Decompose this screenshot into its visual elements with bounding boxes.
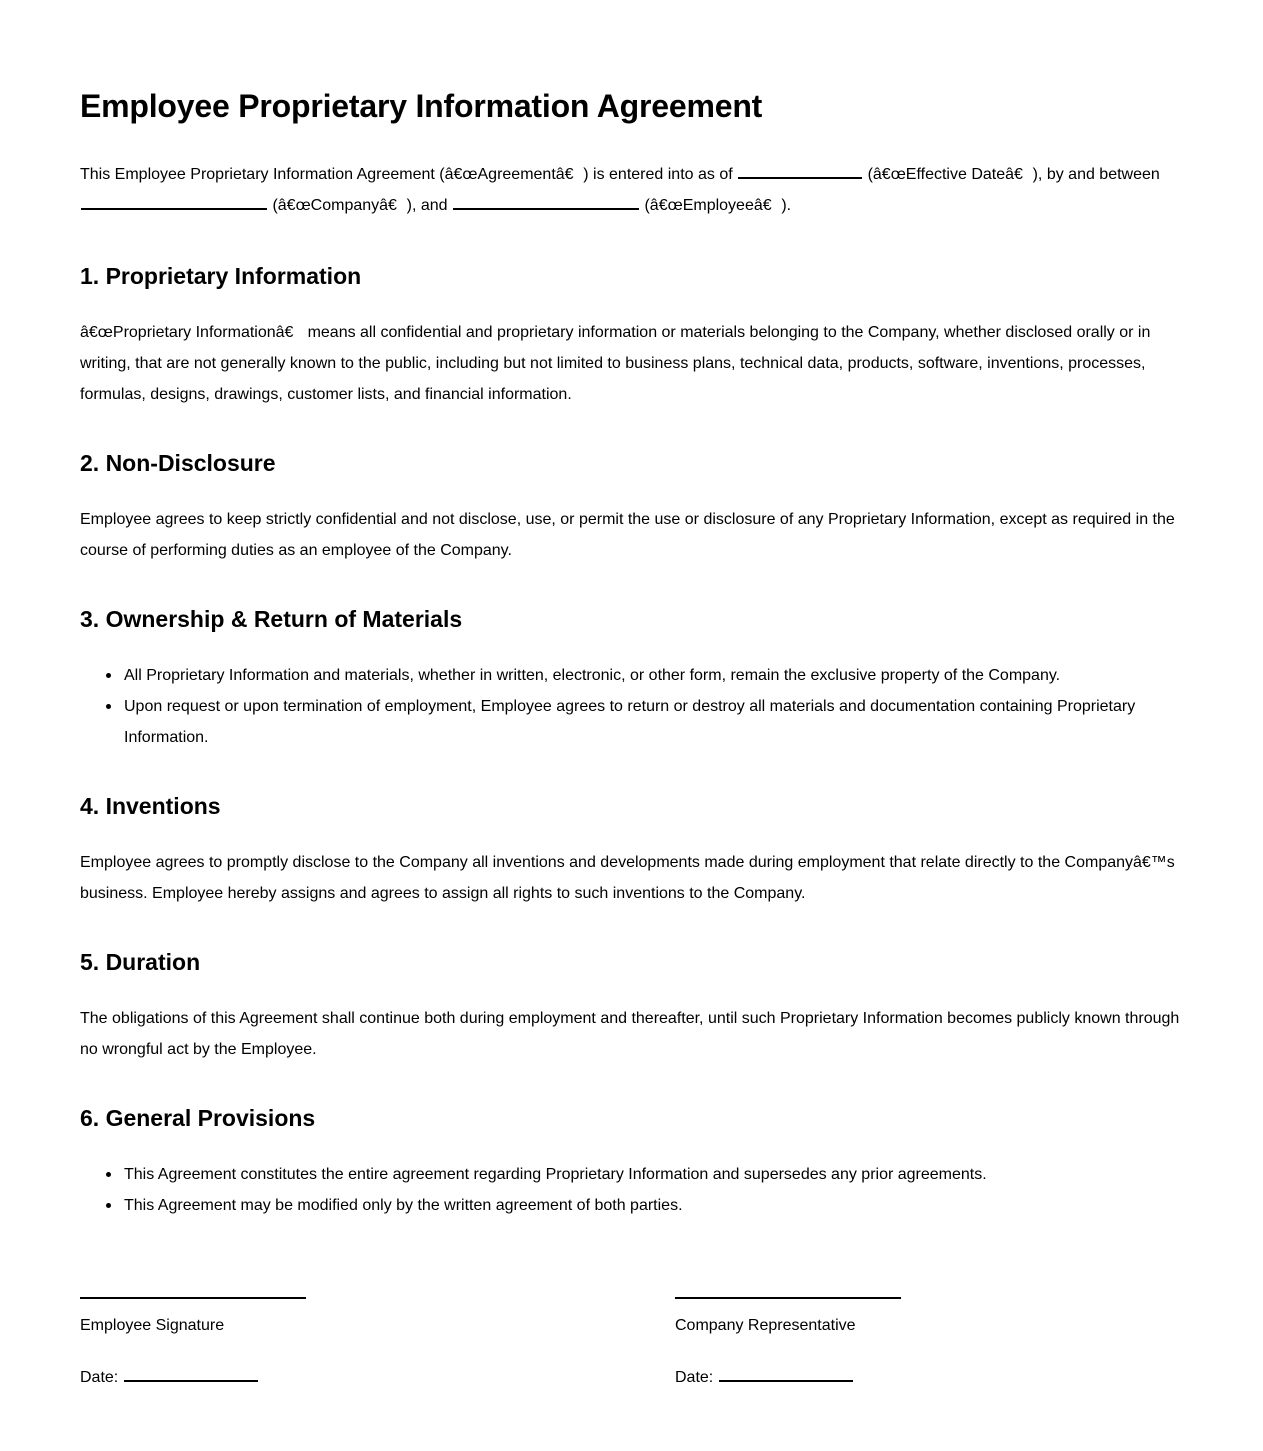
employee-date-row: [80, 1365, 590, 1391]
page-title: Employee Proprietary Information Agreement: [80, 88, 763, 124]
section-heading: 4. Inventions: [80, 793, 221, 820]
section-bullet-list: [80, 660, 1185, 754]
intro-text-part-1: This Employee Proprietary Information Agreement (â€œAgreementâ€) is entered into as of: [80, 165, 733, 183]
employee-name-blank[interactable]: [453, 208, 639, 210]
section-heading: 1. Proprietary Information: [80, 263, 362, 290]
company-date-label: Date:: [675, 1368, 714, 1386]
section-bullet-list: [80, 1159, 1185, 1221]
section-body: Employee agrees to keep strictly confidential and not disclose, use, or permit the use or disclosure of any Proprietary Information, except as required in the course of performing duties as an employee of the Company.: [80, 510, 1175, 560]
list-item: This Agreement may be modified only by the written agreement of both parties.: [106, 1190, 1185, 1221]
section-body: The obligations of this Agreement shall continue both during employment and thereafter, until such Proprietary Information becomes publicly known through no wrongful act by the Employee.: [80, 1010, 1180, 1059]
section-ownership-return-of-materials: [80, 606, 1185, 753]
section-inventions: [80, 793, 1185, 909]
company-date-row: [675, 1365, 1185, 1391]
signature-block: [80, 1297, 1185, 1390]
section-heading: 5. Duration: [80, 949, 201, 976]
company-signature-line[interactable]: [675, 1297, 901, 1299]
section-heading: 3. Ownership & Return of Materials: [80, 606, 463, 633]
intro-text-part-2: (â€œEffective Dateâ€), by and between: [867, 165, 1160, 183]
effective-date-blank[interactable]: [738, 177, 862, 179]
company-name-blank[interactable]: [81, 208, 267, 210]
employee-signature-line[interactable]: [80, 1297, 306, 1299]
company-signature-column: [675, 1297, 1185, 1390]
employee-signature-label: Employee Signature: [80, 1317, 225, 1335]
employee-date-label: Date:: [80, 1368, 119, 1386]
employee-signature-column: [80, 1297, 590, 1390]
employee-date-blank[interactable]: [124, 1380, 258, 1382]
list-item: All Proprietary Information and materials, whether in written, electronic, or other form, remain the exclusive property of the Company.: [106, 660, 1185, 691]
section-heading: 6. General Provisions: [80, 1105, 316, 1132]
section-proprietary-information: [80, 263, 1185, 410]
section-body: â€œProprietary Informationâ€ means all confidential and proprietary information or materials belonging to the Company, whether disclosed orally or in writing, that are not generally known to the public, including but not limited to business plans, technical data, products, software, inventions, processes, formulas, designs, drawings, customer lists, and financial information.: [80, 323, 1151, 404]
section-non-disclosure: [80, 450, 1185, 566]
company-date-blank[interactable]: [719, 1380, 853, 1382]
intro-text-part-4: (â€œEmployeeâ€).: [644, 196, 792, 214]
list-item: This Agreement constitutes the entire agreement regarding Proprietary Information and supersedes any prior agreements.: [106, 1159, 1185, 1190]
intro-paragraph: [80, 159, 1185, 221]
list-item: Upon request or upon termination of employment, Employee agrees to return or destroy all materials and documentation containing Proprietary Information.: [106, 691, 1185, 753]
section-general-provisions: [80, 1105, 1185, 1221]
company-signature-label: Company Representative: [675, 1317, 856, 1335]
section-duration: [80, 949, 1185, 1065]
section-heading: 2. Non-Disclosure: [80, 450, 276, 477]
section-body: Employee agrees to promptly disclose to the Company all inventions and developments made during employment that relate directly to the Companyâ€™s business. Employee hereby assigns and agrees to assign all rights to such inventions to the Company.: [80, 854, 1175, 903]
intro-text-part-3: (â€œCompanyâ€), and: [272, 196, 448, 214]
